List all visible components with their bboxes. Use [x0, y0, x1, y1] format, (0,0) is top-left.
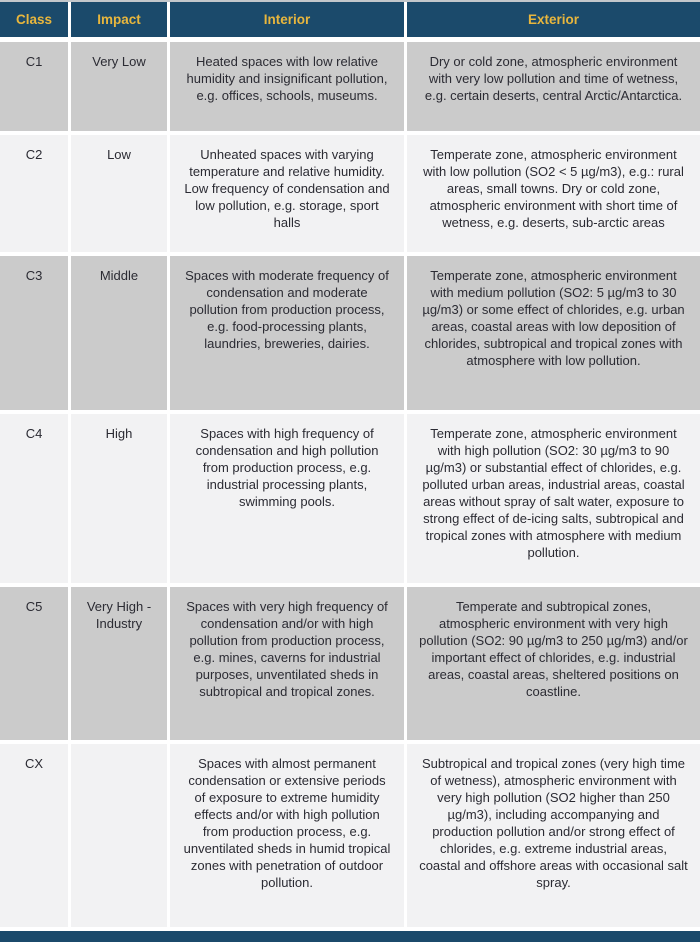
interior-cell: Heated spaces with low relative humidity and insignificant pollution, e.g. offices, schools, museums.: [170, 42, 404, 131]
next-table-header-edge: [0, 931, 700, 942]
impact-cell: Middle: [71, 256, 167, 410]
exterior-cell: Temperate zone, atmospheric environment with low pollution (SO2 < 5 µg/m3), e.g.: rural areas, small towns. Dry or cold zone, atmospheric environment with short time of wetness, e.g. deserts, sub-arctic areas: [407, 135, 700, 252]
class-cell: C2: [0, 135, 68, 252]
table-row: [0, 42, 700, 131]
exterior-cell: Dry or cold zone, atmospheric environment with very low pollution and time of wetness, e.g. certain deserts, central Arctic/Antarctica.: [407, 42, 700, 131]
class-cell: CX: [0, 744, 68, 927]
exterior-cell: Temperate and subtropical zones, atmospheric environment with very high pollution (SO2: 90 µg/m3 to 250 µg/m3) and/or important effect of chlorides, e.g. industrial areas, coastal areas, sheltered positions on coastline.: [407, 587, 700, 740]
table-row: [0, 256, 700, 410]
impact-cell: [71, 744, 167, 927]
class-cell: C5: [0, 587, 68, 740]
impact-cell: High: [71, 414, 167, 583]
interior-cell: Spaces with very high frequency of condensation and/or with high pollution from production process, e.g. mines, caverns for industrial purposes, unventilated sheds in subtropical and tropical zones.: [170, 587, 404, 740]
table-row: [0, 414, 700, 583]
column-header-impact: Impact: [71, 2, 167, 37]
column-header-exterior: Exterior: [407, 2, 700, 37]
impact-cell: Very High - Industry: [71, 587, 167, 740]
table-row: [0, 135, 700, 252]
table-row: [0, 587, 700, 740]
impact-cell: Low: [71, 135, 167, 252]
class-cell: C1: [0, 42, 68, 131]
exterior-cell: Subtropical and tropical zones (very high time of wetness), atmospheric environment with very high pollution (SO2 higher than 250 µg/m3), including accompanying and production pollution and/or strong effect of chlorides, e.g. extreme industrial areas, coastal and offshore areas with occasional salt spray.: [407, 744, 700, 927]
exterior-cell: Temperate zone, atmospheric environment with medium pollution (SO2: 5 µg/m3 to 30 µg/m3) or some effect of chlorides, e.g. urban areas, coastal areas with low deposition of chlorides, subtropical and tropical zones with atmosphere with low pollution.: [407, 256, 700, 410]
impact-cell: Very Low: [71, 42, 167, 131]
class-cell: C3: [0, 256, 68, 410]
table-header-row: [0, 2, 700, 37]
interior-cell: Spaces with almost permanent condensation or extensive periods of exposure to extreme humidity effects and/or with high pollution from production process, e.g. unventilated sheds in humid tropical zones with penetration of outdoor pollution.: [170, 744, 404, 927]
column-header-interior: Interior: [170, 2, 404, 37]
interior-cell: Spaces with moderate frequency of condensation and moderate pollution from production process, e.g. food-processing plants, laundries, breweries, dairies.: [170, 256, 404, 410]
interior-cell: Spaces with high frequency of condensation and high pollution from production process, e.g. industrial processing plants, swimming pools.: [170, 414, 404, 583]
column-header-class: Class: [0, 2, 68, 37]
exterior-cell: Temperate zone, atmospheric environment with high pollution (SO2: 30 µg/m3 to 90 µg/m3) or substantial effect of chlorides, e.g. polluted urban areas, industrial areas, coastal areas without spray of salt water, exposure to strong effect of de-icing salts, subtropical and tropical zones with atmosphere with medium pollution.: [407, 414, 700, 583]
table-row: [0, 744, 700, 927]
class-cell: C4: [0, 414, 68, 583]
interior-cell: Unheated spaces with varying temperature and relative humidity. Low frequency of condensation and low pollution, e.g. storage, sport halls: [170, 135, 404, 252]
